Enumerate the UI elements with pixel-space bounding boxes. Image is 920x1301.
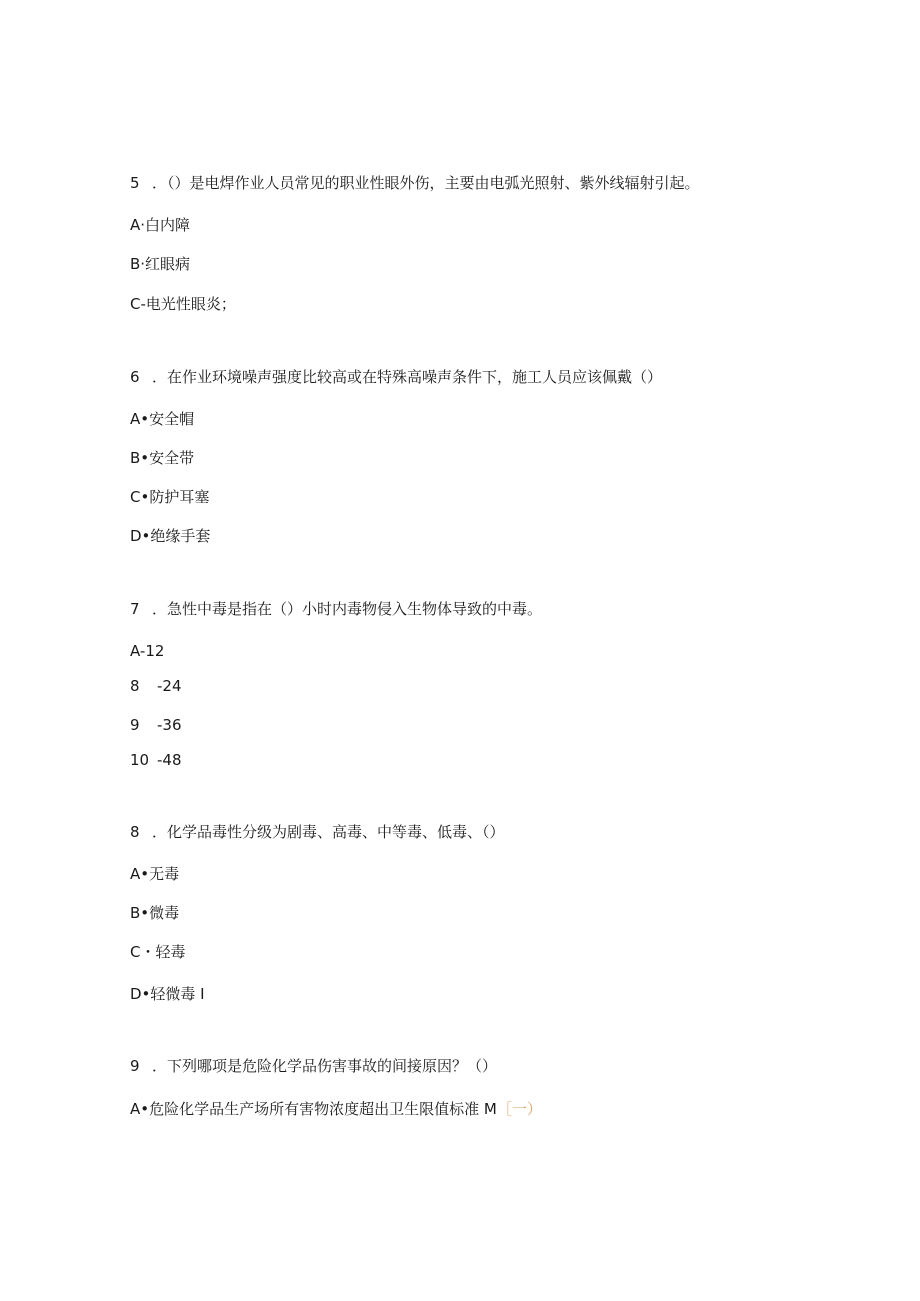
question-number: 5 xyxy=(130,174,140,192)
question-text: ．下列哪项是危险化学品伤害事故的间接原因？（） xyxy=(152,1057,498,1075)
option-number: 8 xyxy=(130,677,140,695)
numbered-option xyxy=(130,676,182,696)
option-d: D•轻微毒 I xyxy=(130,985,205,1003)
question-number: 6 xyxy=(130,368,140,386)
option-b: B·红眼病 xyxy=(130,255,191,273)
question-text: ．化学品毒性分级为剧毒、高毒、中等毒、低毒、（） xyxy=(152,823,505,841)
option-text: -36 xyxy=(157,716,182,734)
option-number: 9 xyxy=(130,716,140,734)
option-c: C・轻毒 xyxy=(130,943,186,961)
numbered-option xyxy=(130,750,182,770)
option-c: C-电光性眼炎； xyxy=(130,295,236,313)
option-a xyxy=(130,1099,542,1119)
question-number: 9 xyxy=(130,1057,140,1075)
option-a: A·白内障 xyxy=(130,216,191,234)
option-b: B•微毒 xyxy=(130,904,180,922)
question-number: 7 xyxy=(130,600,140,618)
question-text: ．急性中毒是指在（）小时内毒物侵入生物体导致的中毒。 xyxy=(152,600,543,618)
numbered-option xyxy=(130,715,182,735)
handwritten-annotation: ［一） xyxy=(496,1100,542,1118)
question-number: 8 xyxy=(130,823,140,841)
option-number: 10 xyxy=(130,751,150,769)
option-a: A•安全帽 xyxy=(130,410,195,428)
question-7 xyxy=(130,599,542,619)
option-c: C•防护耳塞 xyxy=(130,488,210,506)
question-text: ．在作业环境噪声强度比较高或在特殊高噪声条件下，施工人员应该佩戴（） xyxy=(152,368,663,386)
option-text: -24 xyxy=(157,677,182,695)
question-9 xyxy=(130,1056,497,1076)
option-text: -48 xyxy=(157,751,182,769)
option-d: D•绝缘手套 xyxy=(130,527,211,545)
question-8 xyxy=(130,822,505,842)
option-a: A•无毒 xyxy=(130,865,180,883)
question-5 xyxy=(130,173,700,193)
option-a: A-12 xyxy=(130,642,165,660)
question-text: ．（）是电焊作业人员常见的职业性眼外伤，主要由电弧光照射、紫外线辐射引起。 xyxy=(152,174,700,192)
option-text: A•危险化学品生产场所有害物浓度超出卫生限值标准 M xyxy=(130,1100,497,1118)
question-6 xyxy=(130,367,662,387)
option-b: B•安全带 xyxy=(130,449,195,467)
